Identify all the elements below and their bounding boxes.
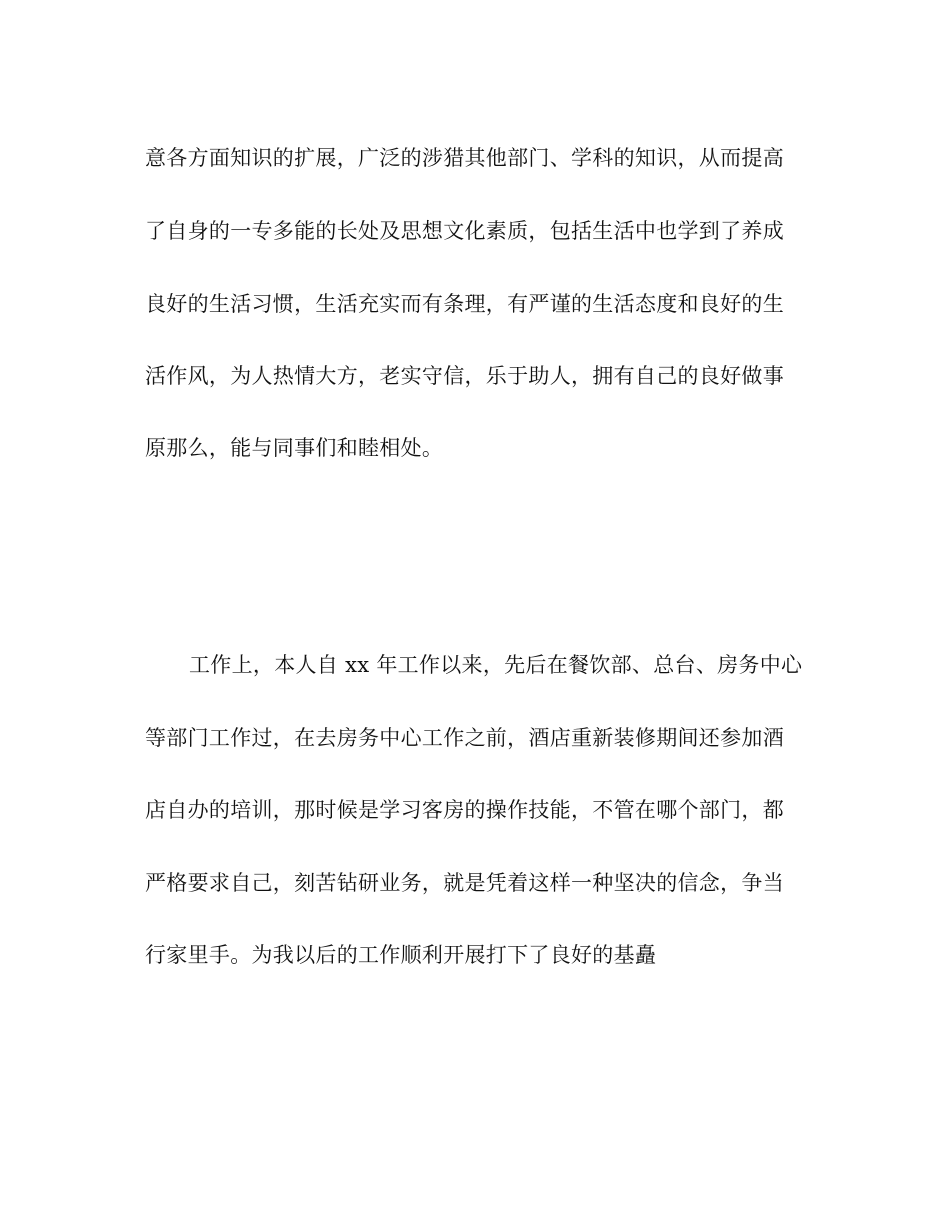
paragraph-1-line-4: 活作风，为人热情大方，老实守信，乐于助人，拥有自己的良好做事 (145, 364, 784, 388)
paragraph-2-line-2: 等部门工作过，在去房务中心工作之前，酒店重新装修期间还参加酒 (145, 726, 784, 750)
paragraph-1-line-2: 了自身的一专多能的长处及思想文化素质，包括生活中也学到了养成 (145, 219, 784, 243)
paragraph-2-line-1: 工作上，本人自 xx 年工作以来，先后在餐饮部、总台、房务中心 (189, 653, 803, 677)
paragraph-1-line-3: 良好的生活习惯，生活充实而有条理，有严谨的生活态度和良好的生 (145, 292, 784, 316)
paragraph-2-line-3: 店自办的培训，那时候是学习客房的操作技能，不管在哪个部门，都 (145, 798, 784, 822)
paragraph-2-line-5: 行家里手。为我以后的工作顺利开展打下了良好的基矗 (145, 943, 657, 967)
paragraph-2-line-4: 严格要求自己，刻苦钻研业务，就是凭着这样一种坚决的信念，争当 (145, 871, 784, 895)
paragraph-1-line-1: 意各方面知识的扩展，广泛的涉猎其他部门、学科的知识，从而提高 (145, 146, 784, 170)
paragraph-1-line-5: 原那么，能与同事们和睦相处。 (145, 436, 444, 460)
